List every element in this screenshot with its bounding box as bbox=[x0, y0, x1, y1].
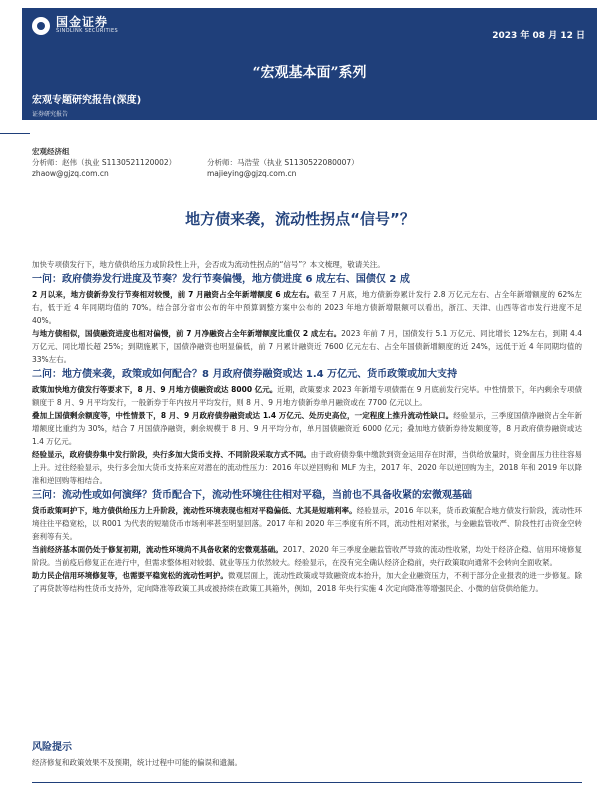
paragraph-text: 近期，政策要求 2023 年新增专项债需在 9 月底前发行完毕。中性情景下，年内剩余专项债额度于 8 月、9 月平均发行，一般新券于年内按月平均发行，则 8 月、9 月地方债新券单月融资或在 7700 亿元以上。 bbox=[32, 385, 582, 407]
paragraph-text: 微观层面上，流动性政策或导致融资成本抬升，加大企业融资压力，不利于部分企业报表的进一步修复。除了再贷款等结构性货币支持外，定向降准等政策工具或被持续在政策工具箱外，例如，2018 年央行实施 4 次定向降准等增强民企、小微的信贷供给能力。 bbox=[32, 571, 583, 593]
research-group: 宏观经济组 bbox=[32, 147, 70, 156]
author-1 bbox=[32, 157, 207, 179]
paragraph bbox=[32, 327, 582, 366]
author-2-line: 分析师：马浩莹（执业 S1130522080007） bbox=[207, 158, 359, 167]
section-3-title: 三问：流动性或如何演绎？货币配合下，流动性环境往往相对平稳，当前也不具备收紧的宏微观基础 bbox=[32, 490, 472, 501]
paragraph-text: 经验显示，2016 年以来，货币政策配合地方债发行阶段，流动性环境往往平稳宽松，以 R001 为代表的短端货币市场利率甚至明显回落。2017 年和 2020 年三季度有所不同，流动性相对紧张，与金融监管收严、阶段性打击资金空转套利等有关。 bbox=[32, 506, 582, 541]
section-1-title: 一问：政府债券发行进度及节奏？发行节奏偏慢，地方债进度 6 成左右、国债仅 2 成 bbox=[32, 274, 410, 285]
paragraph-text: 由于政府债券集中缴款到资金运用存在时滞，当供给放量时，资金面压力往往容易上升。过往经验显示，央行多会加大货币支持来应对潜在的流动性压力：2016 年以逆回购和 MLF 为主，2017 年、2020 年以逆回购为主，2018 年和 2019 年以降准和逆回购等相结合。 bbox=[32, 450, 583, 485]
author-2 bbox=[207, 157, 407, 179]
key-point: 当前经济基本面仍处于修复初期，流动性环境尚不具备收紧的宏微观基础。 bbox=[32, 545, 283, 554]
report-banner bbox=[22, 8, 597, 120]
key-point: 助力民企信用环境修复等，也需要平稳宽松的流动性呵护。 bbox=[32, 571, 228, 580]
report-date: 2023 年 08 月 12 日 bbox=[492, 31, 585, 41]
key-point: 经验显示，政府债券集中发行阶段，央行多加大货币支持、不同阶段采取方式不同。 bbox=[32, 450, 311, 459]
paragraph-text: 截至 7 月底，地方债新券累计发行 2.8 万亿元左右、占全年新增额度的 62%左右，低于近 4 年同期均值的 70%。结合部分省市公布的年中预算调整方案中公布的 2023 年地方债新增限额可以看出，浙江、天津、山西等省市发行进度不足 40%。 bbox=[32, 290, 582, 325]
paragraph bbox=[32, 504, 582, 543]
footer-divider bbox=[32, 782, 582, 783]
logo-chinese: 国金证券 bbox=[56, 15, 109, 29]
author-1-email[interactable]: zhaow@gjzq.com.cn bbox=[32, 169, 109, 178]
paragraph-text: 2017、2020 年三季度金融监管收严导致的流动性收紧，均处于经济企稳、信用环境修复阶段。当前疫后修复正在进行中，但需求整体相对较弱、就业等压力依然较大。经验显示，在没有完全确认经济企稳前，央行政策取向通常不会转向全面收紧。 bbox=[32, 545, 583, 567]
side-divider bbox=[0, 133, 30, 134]
author-block bbox=[32, 146, 582, 179]
key-point: 货币政策呵护下，地方债供给压力上升阶段，流动性环境表现也相对平稳偏低、尤其是短端利率。 bbox=[32, 506, 357, 515]
logo-english: SINOLINK SECURITIES bbox=[56, 28, 119, 34]
paragraph bbox=[32, 288, 582, 327]
report-body bbox=[32, 258, 582, 595]
author-1-line: 分析师：赵伟（执业 S1130521120002） bbox=[32, 158, 177, 167]
risk-text: 经济修复和政策效果不及预期，统计过程中可能的偏误和遗漏。 bbox=[32, 758, 242, 767]
series-title: “宏观基本面”系列 bbox=[252, 65, 367, 81]
key-point: 与地方债相似，国债融资进度也相对偏慢，前 7 月净融资占全年新增额度比重仅 2 成左右。 bbox=[32, 329, 342, 338]
key-point: 2 月以来，地方债新券发行节奏相对较慢，前 7 月融资占全年新增额度 6 成左右。 bbox=[32, 290, 315, 299]
section-2-title: 二问：地方债来袭，政策或如何配合？8 月政府债券融资或达 1.4 万亿元、货币政策或加大支持 bbox=[32, 369, 458, 380]
intro-paragraph: 加快专项债发行下，地方债供给压力或阶段性上升，会否成为流动性拐点的“信号”？本文梳理，敬请关注。 bbox=[32, 260, 385, 269]
page-title: 地方债来袭，流动性拐点“信号”？ bbox=[185, 210, 415, 228]
key-point: 叠加上国债剩余额度等，中性情景下，8 月、9 月政府债券融资或达 1.4 万亿元、处历史高位，一定程度上推升流动性缺口。 bbox=[32, 411, 454, 420]
paragraph bbox=[32, 383, 582, 409]
report-type: 宏观专题研究报告(深度) bbox=[32, 95, 142, 106]
paragraph bbox=[32, 448, 582, 487]
paragraph bbox=[32, 409, 582, 448]
risk-heading: 风险提示 bbox=[32, 742, 72, 753]
author-2-email[interactable]: majieying@gjzq.com.cn bbox=[207, 169, 297, 178]
paragraph-text: 2023 年前 7 月，国债发行 5.1 万亿元、同比增长 12%左右，到期 4.4 万亿元、同比增长超 25%；到期施累下，国债净融资也明显偏低，前 7 月累计融资近 7600 亿元左右、占全年国债新增额度的近 24%，远低于近 4 年同期均值的 33%左右。 bbox=[32, 329, 582, 364]
paragraph-text: 经验显示，三季度国债净融资占全年新增额度比重约为 30%，结合 7 月国债净融资，剩余规模于 8 月、9 月平均分布，单月国债融资近 6000 亿元；叠加地方债新券待发额度等，8 月政府债券融资或达 1.4 万亿元。 bbox=[32, 411, 583, 446]
paragraph bbox=[32, 543, 582, 569]
key-point: 政策加快地方债发行等要求下，8 月、9 月地方债融资或达 8000 亿元。 bbox=[32, 385, 278, 394]
paragraph bbox=[32, 569, 582, 595]
report-subtype: 证券研究报告 bbox=[32, 111, 69, 118]
sinolink-logo-icon bbox=[32, 17, 50, 35]
brand-logo bbox=[32, 16, 118, 35]
